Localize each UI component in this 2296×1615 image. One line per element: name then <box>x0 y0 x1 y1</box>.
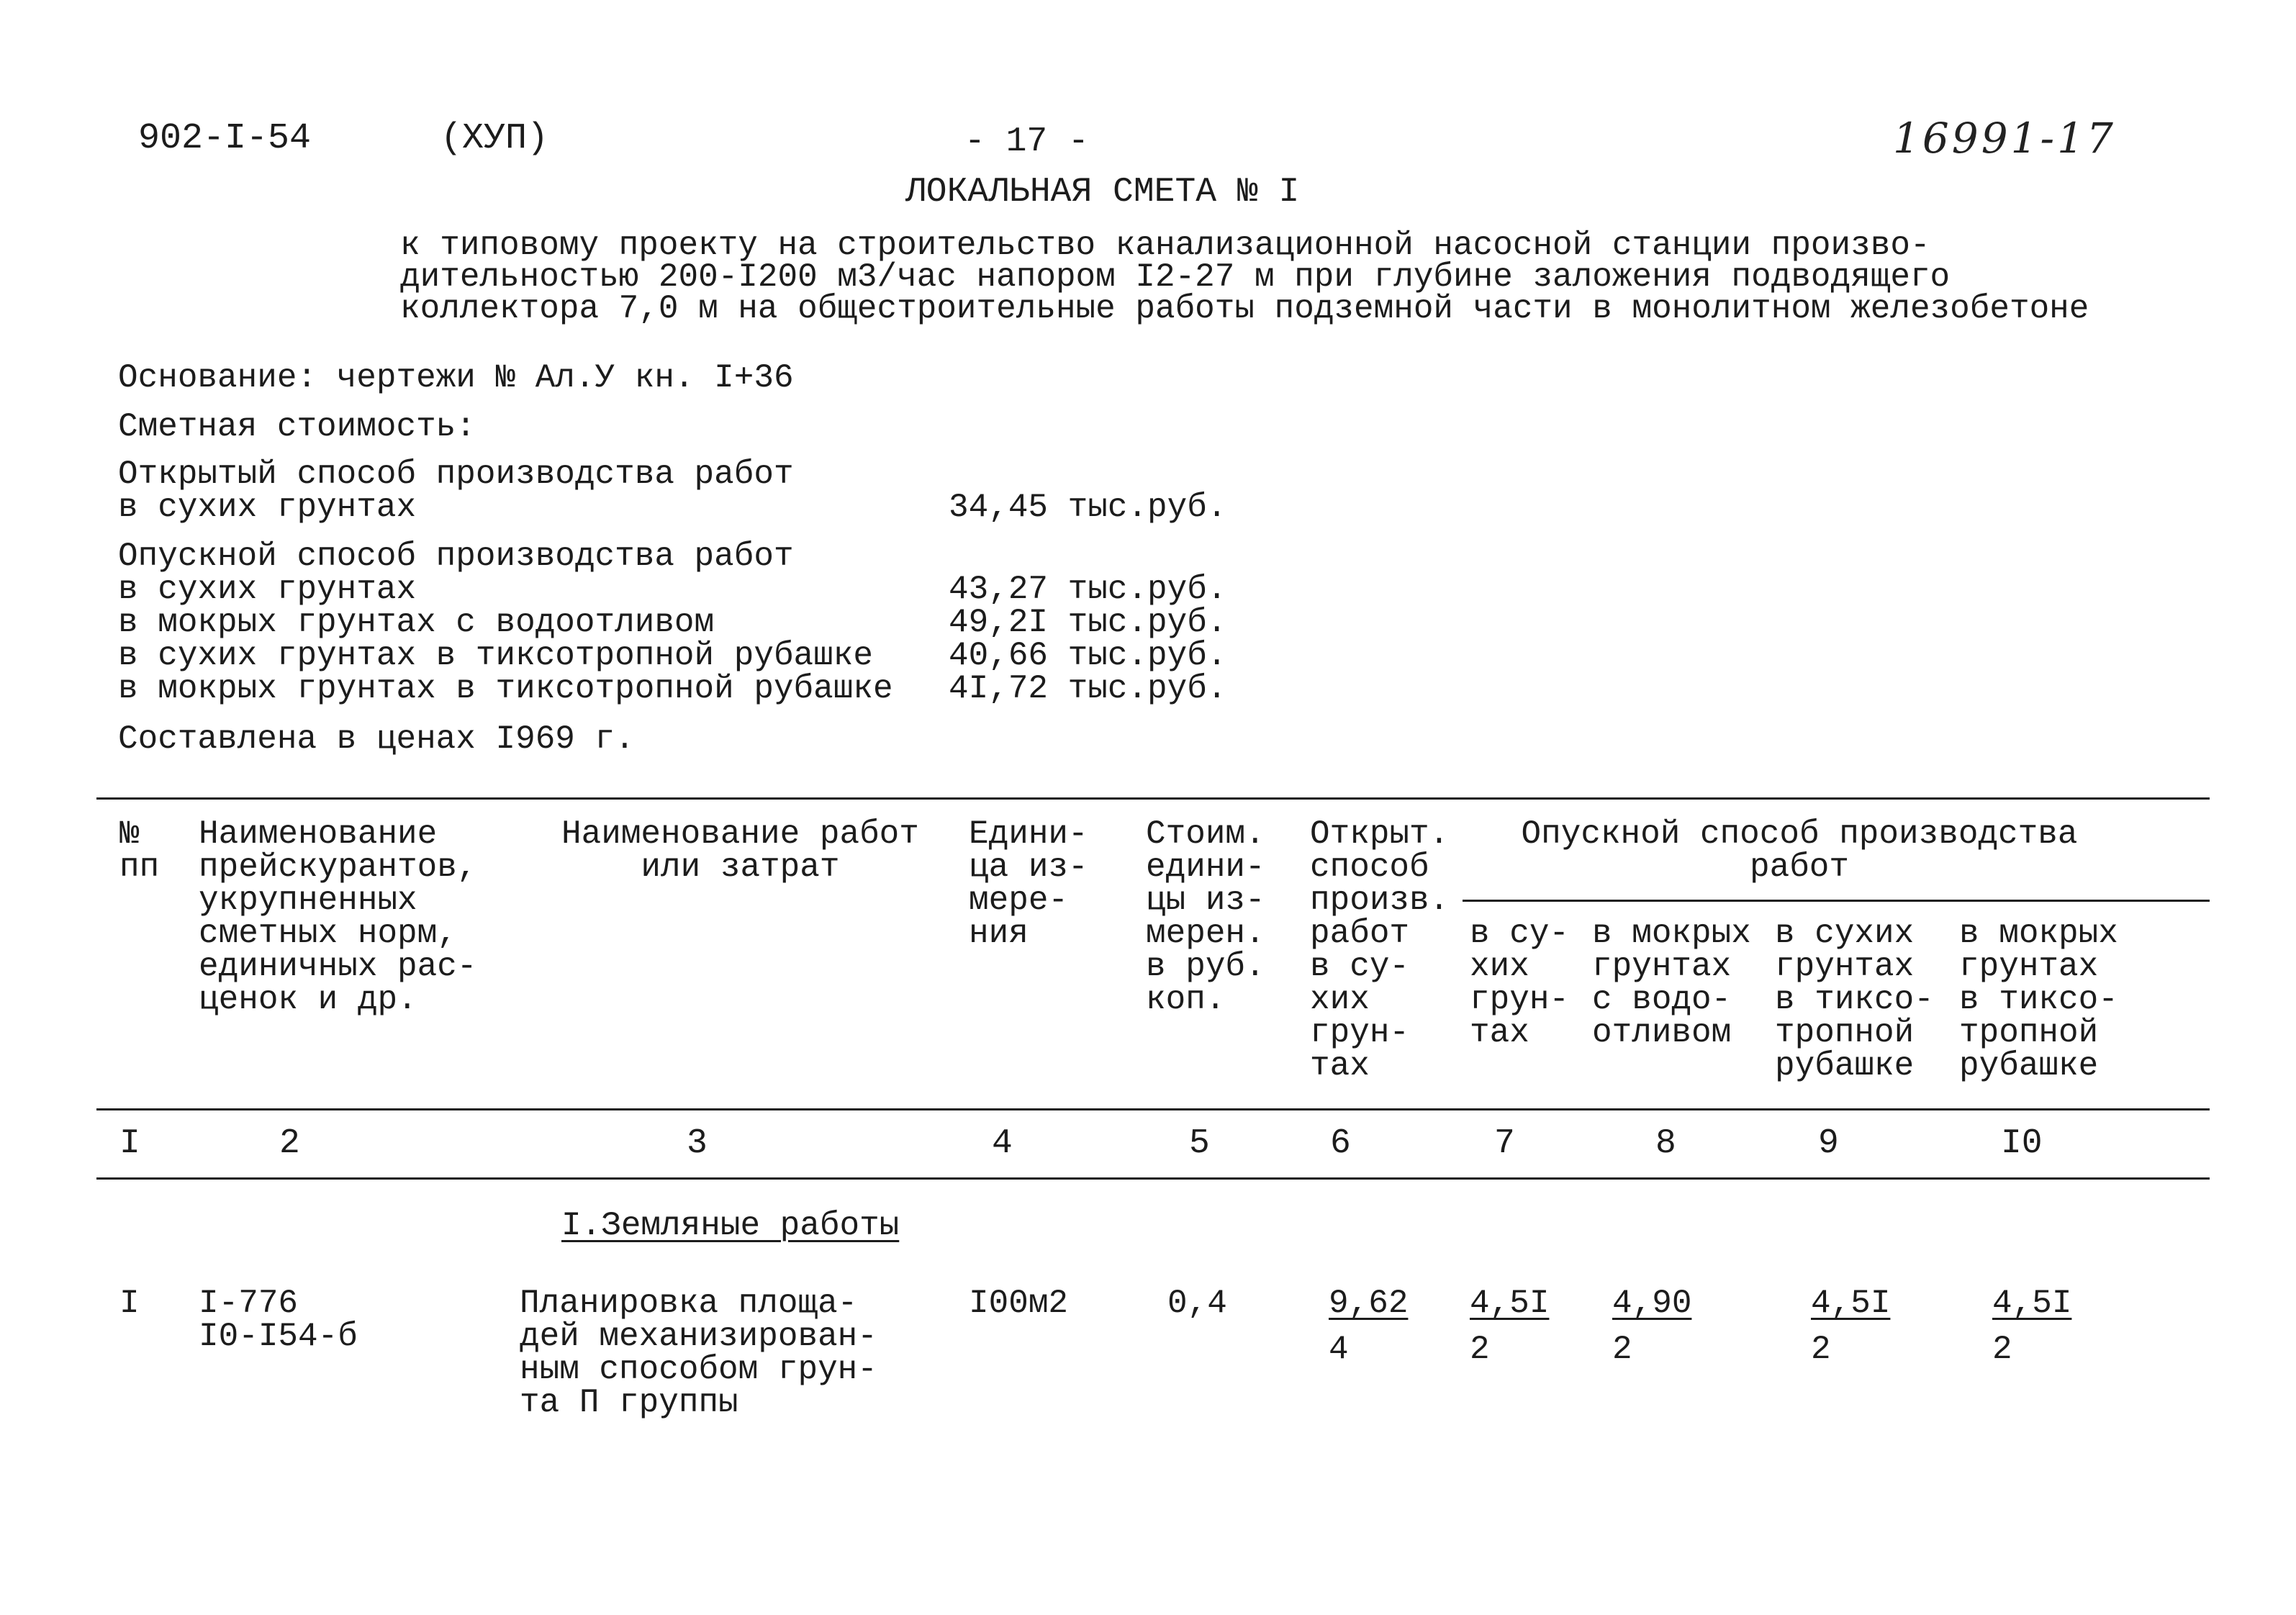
row-work-name <box>520 1287 877 1419</box>
header-col-10 <box>1959 915 2118 1085</box>
header-text: единичных рас- <box>199 948 477 985</box>
header-text: Опускной способ производства <box>1521 815 2078 853</box>
value-top: 4,5I <box>1470 1285 1550 1322</box>
caisson-row-value: 49,2I тыс.руб. <box>949 604 1227 641</box>
header-text: в тиксо- <box>1959 981 2118 1018</box>
header-text: работ <box>1749 849 1850 886</box>
row-value-col-7 <box>1470 1287 1549 1366</box>
header-text: укрупненных <box>199 882 417 919</box>
header-text: ца из- <box>969 849 1088 886</box>
header-text: сметных норм, <box>199 915 457 952</box>
subtitle-line-3: коллектора 7,0 м на общестроительные работы подземной части в монолитном железобетоне <box>400 290 2089 327</box>
handwritten-stamp: 16991-17 <box>1893 114 2116 163</box>
header-col-2 <box>199 815 477 1018</box>
header-text: Наименование <box>199 815 438 853</box>
header-col-4 <box>969 815 1088 952</box>
value-top: 4,5I <box>1811 1285 1891 1322</box>
header-text: пп <box>119 849 160 886</box>
value-top: 9,62 <box>1329 1285 1409 1322</box>
header-text: рубашке <box>1775 1047 1915 1085</box>
row-value-col-10 <box>1992 1287 2071 1366</box>
value-top: 4,90 <box>1612 1285 1692 1322</box>
header-text: тропной <box>1959 1014 2099 1051</box>
column-number: 8 <box>1655 1124 1676 1163</box>
header-text: в мокрых <box>1592 915 1751 952</box>
header-text: с водо- <box>1592 981 1732 1018</box>
header-text: Наименование работ <box>561 815 919 853</box>
row-value-col-6 <box>1329 1287 1408 1366</box>
header-text: в су- <box>1310 948 1410 985</box>
column-number: 5 <box>1189 1124 1210 1163</box>
header-col-1 <box>119 815 160 886</box>
header-col-5 <box>1146 815 1265 1018</box>
header-text: хих <box>1310 981 1370 1018</box>
column-number: 4 <box>992 1124 1013 1163</box>
header-text: Едини- <box>969 815 1088 853</box>
value-bottom: 2 <box>1612 1331 1632 1368</box>
work-text: ным способом грун- <box>520 1351 877 1388</box>
header-text: коп. <box>1146 981 1226 1018</box>
row-unit-cost: 0,4 <box>1167 1285 1227 1322</box>
work-text: та П группы <box>520 1384 738 1421</box>
header-text: в сухих <box>1775 915 1915 952</box>
header-text: способ <box>1310 849 1429 886</box>
header-text: прейскурантов, <box>199 849 477 886</box>
header-text: ния <box>969 915 1029 952</box>
header-text: грун- <box>1470 981 1570 1018</box>
header-text: отливом <box>1592 1014 1732 1051</box>
header-text: произв. <box>1310 882 1450 919</box>
column-number: I0 <box>2001 1124 2043 1163</box>
value-top: 4,5I <box>1992 1285 2072 1322</box>
work-text: дей механизирован- <box>520 1318 877 1355</box>
caisson-row-label: в мокрых грунтах в тиксотропной рубашке <box>118 670 893 707</box>
column-number: 6 <box>1330 1124 1351 1163</box>
header-text: в тиксо- <box>1775 981 1934 1018</box>
open-method-label-1: Открытый способ производства работ <box>118 456 794 493</box>
row-code: I0-I54-б <box>199 1318 358 1355</box>
caisson-row-value: 40,66 тыс.руб. <box>949 637 1227 674</box>
row-code: I-776 <box>199 1285 299 1322</box>
header-col-6 <box>1310 815 1450 1085</box>
subtitle-line-2: дительностью 200-I200 м3/час напором I2-27 м при глубине заложения подводящего <box>400 258 1951 296</box>
value-bottom: 2 <box>1470 1331 1490 1368</box>
header-text: Открыт. <box>1310 815 1450 853</box>
header-text: в руб. <box>1146 948 1265 985</box>
header-text: в су- <box>1470 915 1570 952</box>
header-text: едини- <box>1146 849 1265 886</box>
column-number: I <box>119 1124 140 1163</box>
header-text: в мокрых <box>1959 915 2118 952</box>
subtitle-line-1: к типовому проекту на строительство канализационной насосной станции произво- <box>400 227 1930 264</box>
caisson-method-label: Опускной способ производства работ <box>118 538 794 575</box>
header-text: хих <box>1470 948 1529 985</box>
header-col-3 <box>561 815 919 886</box>
header-text: рубашке <box>1959 1047 2099 1085</box>
header-text: тах <box>1310 1047 1370 1085</box>
header-text: тах <box>1470 1014 1529 1051</box>
row-number: I <box>119 1285 140 1322</box>
column-numbers-rule <box>96 1177 2210 1180</box>
row-value-col-9 <box>1811 1287 1890 1366</box>
header-text: Стоим. <box>1146 815 1265 853</box>
cost-label: Сметная стоимость: <box>118 408 476 445</box>
header-text: мере- <box>969 882 1069 919</box>
header-text: ценок и др. <box>199 981 417 1018</box>
caisson-row-value: 4I,72 тыс.руб. <box>949 670 1227 707</box>
header-text: работ <box>1310 915 1410 952</box>
header-text: или затрат <box>641 849 840 886</box>
prices-note: Составлена в ценах I969 г. <box>118 720 635 758</box>
page-number: - 17 - <box>964 122 1089 161</box>
caisson-row-label: в мокрых грунтах с водоотливом <box>118 604 715 641</box>
group-header-rule <box>1463 900 2210 902</box>
volume-number: (ХУП) <box>440 118 549 159</box>
open-method-value: 34,45 тыс.руб. <box>949 489 1227 526</box>
page-title: ЛОКАЛЬНАЯ СМЕТА № I <box>905 173 1300 212</box>
header-text: грунтах <box>1775 948 1915 985</box>
header-text: тропной <box>1775 1014 1915 1051</box>
caisson-row-value: 43,27 тыс.руб. <box>949 571 1227 608</box>
header-group-caisson <box>1511 815 2087 886</box>
value-bottom: 4 <box>1329 1331 1349 1368</box>
row-codes <box>199 1287 358 1353</box>
header-col-9 <box>1775 915 1934 1085</box>
header-text: грунтах <box>1959 948 2099 985</box>
column-number: 3 <box>687 1124 708 1163</box>
column-number: 9 <box>1818 1124 1839 1163</box>
section-title: I.Земляные работы <box>561 1207 900 1244</box>
column-number: 7 <box>1494 1124 1515 1163</box>
header-text: грунтах <box>1592 948 1732 985</box>
open-method-label-2: в сухих грунтах <box>118 489 417 526</box>
column-number: 2 <box>279 1124 300 1163</box>
header-text: грун- <box>1310 1014 1410 1051</box>
table-top-rule <box>96 797 2210 800</box>
value-bottom: 2 <box>1992 1331 2012 1368</box>
basis-line: Основание: чертежи № Ал.У кн. I+36 <box>118 359 794 397</box>
caisson-row-label: в сухих грунтах <box>118 571 417 608</box>
row-value-col-8 <box>1612 1287 1691 1366</box>
header-text: мерен. <box>1146 915 1265 952</box>
header-text: цы из- <box>1146 882 1265 919</box>
header-col-8 <box>1592 917 1751 1049</box>
caisson-row-label: в сухих грунтах в тиксотропной рубашке <box>118 637 873 674</box>
row-unit: I00м2 <box>969 1285 1069 1322</box>
document-code: 902-I-54 <box>138 118 312 159</box>
header-col-7 <box>1470 917 1569 1049</box>
work-text: Планировка площа- <box>520 1285 858 1322</box>
header-bottom-rule <box>96 1108 2210 1110</box>
header-text: № <box>119 815 140 853</box>
value-bottom: 2 <box>1811 1331 1831 1368</box>
